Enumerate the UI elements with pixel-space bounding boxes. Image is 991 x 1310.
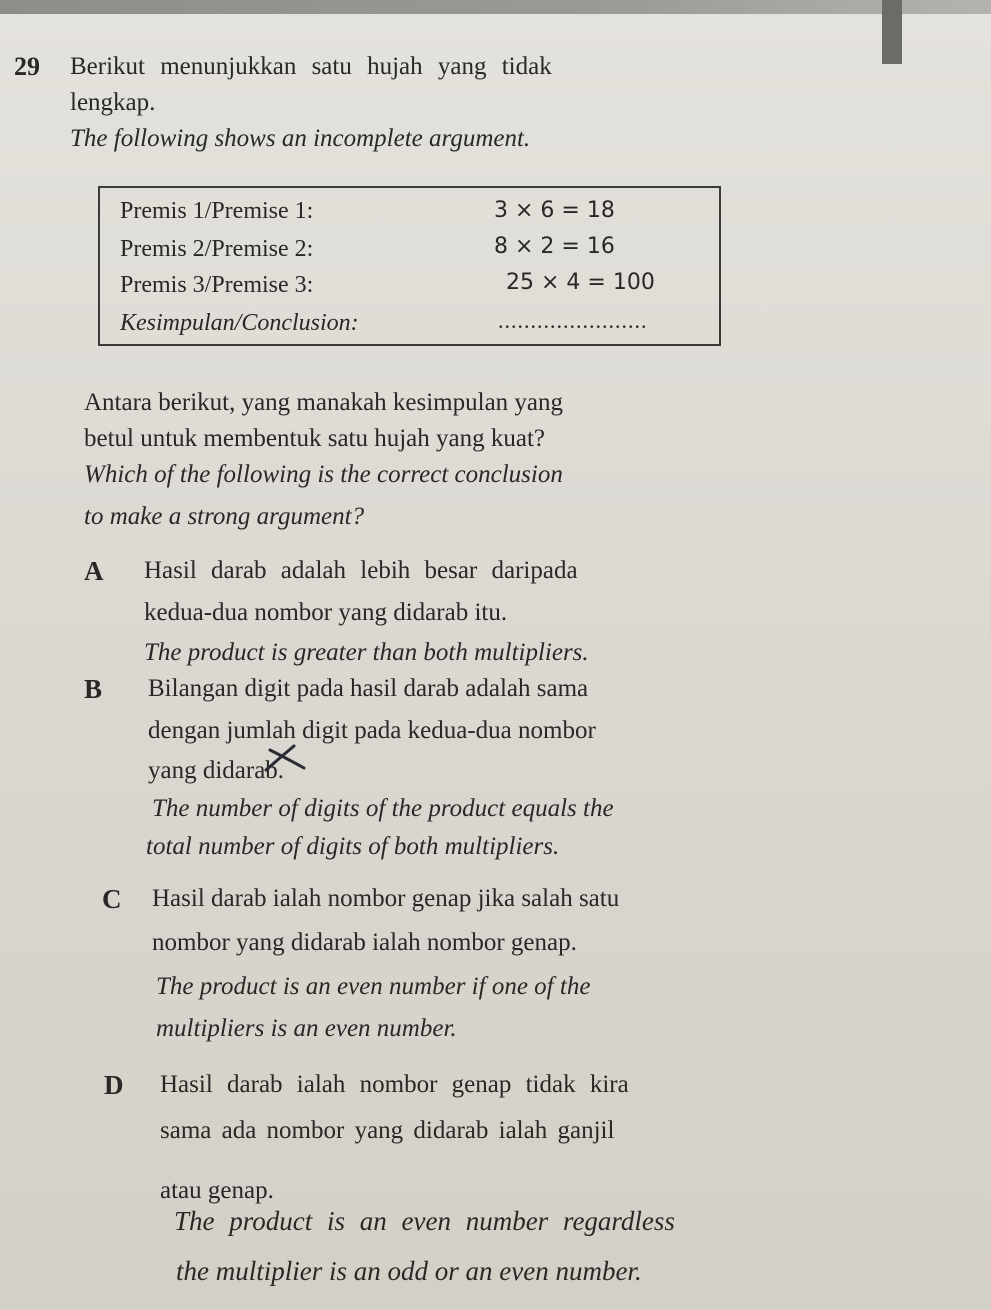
- option-d-malay-line3: atau genap.: [160, 1177, 274, 1204]
- conclusion-label: Kesimpulan/Conclusion:: [120, 310, 359, 336]
- premise-3-label: Premis 3/Premise 3:: [120, 272, 314, 298]
- option-d-english-line1: The product is an even number regardless: [174, 1206, 675, 1236]
- prompt-malay-line1: Antara berikut, yang manakah kesimpulan yang: [84, 389, 564, 416]
- handwritten-cross-mark: [260, 742, 308, 776]
- question-intro-malay-line1: Berikut menunjukkan satu hujah yang tidak: [70, 53, 552, 80]
- question-number: 29: [14, 52, 40, 81]
- question-intro-malay-line2: lengkap.: [70, 89, 156, 116]
- option-d-malay-line1: Hasil darab ialah nombor genap tidak kira: [160, 1071, 629, 1098]
- option-a-malay-line1: Hasil darab adalah lebih besar daripada: [144, 557, 578, 584]
- prompt-english-line2: to make a strong argument?: [84, 503, 365, 530]
- premise-2-label: Premis 2/Premise 2:: [120, 236, 314, 262]
- option-b-malay-line1: Bilangan digit pada hasil darab adalah sama: [148, 675, 589, 702]
- premise-3-equation: 25 × 4 = 100: [506, 270, 655, 295]
- option-a-letter: A: [84, 556, 104, 586]
- premise-1-equation: 3 × 6 = 18: [494, 198, 615, 223]
- page-edge-mark: [882, 0, 902, 64]
- option-c-letter: C: [102, 884, 122, 914]
- option-a-english-line1: The product is greater than both multipliers.: [144, 639, 589, 666]
- option-b-english-line2: total number of digits of both multipliers.: [146, 833, 560, 860]
- option-d-english-line2: the multiplier is an odd or an even number.: [176, 1256, 642, 1286]
- option-d-letter: D: [104, 1070, 124, 1100]
- option-b-english-line1: The number of digits of the product equals the: [152, 795, 614, 822]
- conclusion-blank: .......................: [498, 308, 648, 333]
- option-c-malay-line1: Hasil darab ialah nombor genap jika salah satu: [152, 885, 620, 912]
- prompt-english-line1: Which of the following is the correct conclusion: [84, 461, 563, 488]
- option-b-letter: B: [84, 674, 103, 704]
- option-a-malay-line2: kedua-dua nombor yang didarab itu.: [144, 599, 508, 626]
- option-b-malay-line3: yang didarab.: [148, 757, 285, 784]
- option-c-english-line2: multipliers is an even number.: [156, 1015, 457, 1042]
- premise-2-equation: 8 × 2 = 16: [494, 234, 615, 259]
- question-intro-english: The following shows an incomplete argument.: [70, 125, 531, 152]
- top-shadow-strip: [0, 0, 991, 14]
- option-d-malay-line2: sama ada nombor yang didarab ialah ganjil: [160, 1117, 615, 1144]
- premise-1-label: Premis 1/Premise 1:: [120, 198, 314, 224]
- option-b-malay-line2: dengan jumlah digit pada kedua-dua nombor: [148, 717, 596, 744]
- prompt-malay-line2: betul untuk membentuk satu hujah yang kuat?: [84, 425, 546, 452]
- option-c-malay-line2: nombor yang didarab ialah nombor genap.: [152, 929, 577, 956]
- option-c-english-line1: The product is an even number if one of the: [156, 973, 591, 1000]
